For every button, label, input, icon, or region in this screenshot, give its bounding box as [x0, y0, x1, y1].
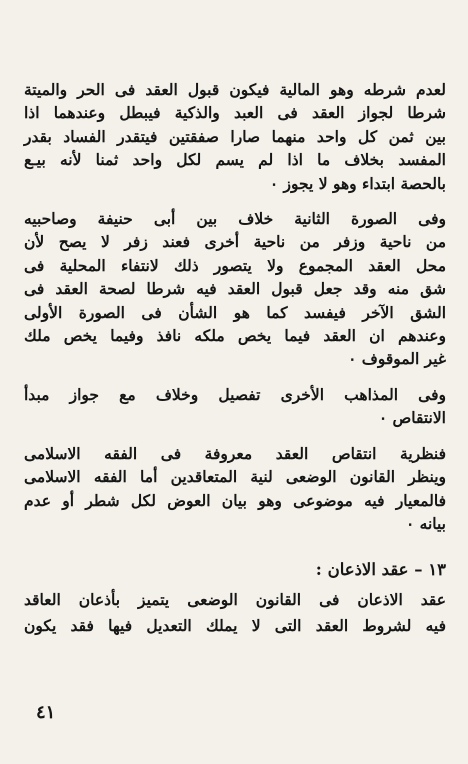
text-line: وفى الصورة الثانية خلاف بين أبى حنيفة وصاحبيه — [24, 209, 446, 229]
text-line: بين ثمن كل واحد منهما صارا صفقتين فيتقدر الفساد بقدر — [24, 126, 446, 146]
text-line: من ناحية وزفر من ناحية أخرى فعند زفر لا يصح لأن — [24, 232, 446, 252]
text-line: بيانه ٠ — [405, 513, 446, 533]
text-line: عقد الاذعان فى القانون الوضعى يتميز بأذعان العاقد — [24, 590, 446, 610]
text-line: فيه لشروط العقد التى لا يملك التعديل فيها فقد يكون — [24, 616, 446, 636]
text-line: فنظرية انتقاص العقد معروفة فى الفقه الاسلامى — [24, 443, 446, 463]
text-line: محل العقد المجموع ولا يتصور ذلك لانتفاء المحلية فى — [24, 255, 446, 275]
text-line: لعدم شرطه وهو المالية فيكون قبول العقد فى الحر والميتة — [24, 80, 446, 99]
section-heading: ١٣ – عقد الاذعان : — [315, 560, 446, 580]
text-line: بالحصة ابتداء وهو لا يجوز ٠ — [269, 173, 446, 193]
paragraph-2 — [24, 207, 446, 371]
text-line: الانتقاص ٠ — [378, 408, 446, 428]
text-line: وعندهم ان العقد فيما يخص ملكه نافذ وفيما يخص ملك — [24, 326, 446, 346]
paragraph-1 — [24, 78, 446, 195]
paragraph-3 — [24, 383, 446, 430]
text-line: شرطا لجواز العقد فى العبد والذكية فيبطل وعندهما اذا — [24, 103, 446, 123]
section-paragraph — [24, 587, 446, 639]
page-number: ٤١ — [36, 702, 56, 723]
text-line: فالمعيار فيه موضوعى وهو بيان العوض لكل شطر أو عدم — [24, 490, 446, 510]
text-line: شق منه وقد جعل قبول العقد فيه شرطا لصحة العقد فى — [24, 279, 446, 299]
text-line: وينظر القانون الوضعى لنية المتعاقدين أما الفقه الاسلامى — [24, 467, 446, 487]
paragraph-4 — [24, 442, 446, 536]
text-line: غير الموقوف ٠ — [348, 349, 446, 369]
text-line: وفى المذاهب الأخرى تفصيل وخلاف مع جواز مبدأ — [24, 384, 446, 404]
text-line: المفسد بخلاف ما اذا لم يسم لكل واحد ثمنا لأنه بيـع — [24, 150, 446, 170]
text-line: الشق الآخر فيفسد كما هو الشأن فى الصورة الأولى — [24, 302, 446, 322]
